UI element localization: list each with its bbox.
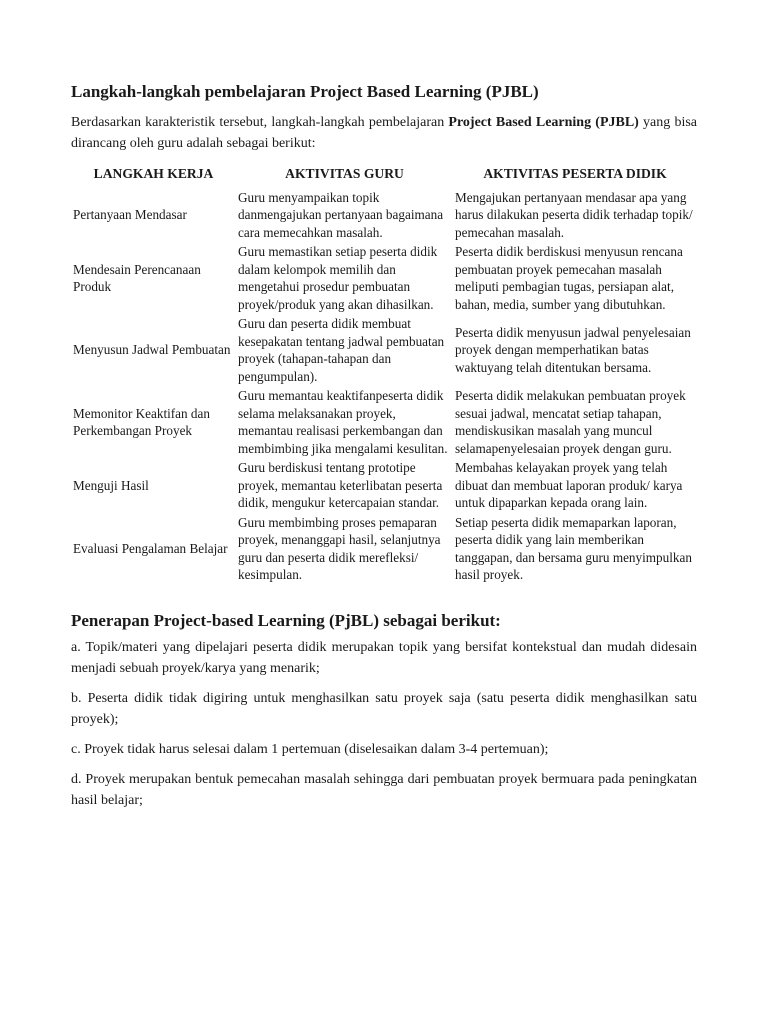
guru-activity-cell: Guru menyampaikan topik danmengajukan pertanyaan bagaimana cara memecahkan masalah. [238,189,444,240]
student-activity-cell: Peserta didik melakukan pembuatan proyek sesuai jadwal, mencatat setiap tahapan, mendiskusikan masalah yang muncul selamapenyelesaian proyek dengan guru. [455,388,686,456]
header-aktivitas-guru: AKTIVITAS GURU [285,166,404,181]
document-page [71,80,697,820]
table-row [71,513,697,585]
list-item: a. Topik/materi yang dipelajari peserta didik merupakan topik yang bersifat kontekstual dan mudah didesain menjadi sebuah proyek/karya yang menarik; [71,639,697,676]
step-cell: Mendesain Perencanaan Produk [73,261,201,294]
header-langkah-kerja: LANGKAH KERJA [93,166,214,181]
guru-activity-cell: Guru memastikan setiap peserta didik dalam kelompok memilih dan mengetahui prosedur pembuatan proyek/produk yang akan dihasilkan. [238,244,438,312]
intro-text-start: Berdasarkan karakteristik tersebut, langkah-langkah pembelajaran [71,115,449,130]
header-aktivitas-peserta-didik: AKTIVITAS PESERTA DIDIK [483,166,667,181]
student-activity-cell: Peserta didik menyusun jadwal penyelesaian proyek dengan memperhatikan batas waktuyang telah ditentukan bersama. [455,324,691,375]
section-title-pjbl-steps: Langkah-langkah pembelajaran Project Based Learning (PJBL) [71,82,539,101]
section-title-pjbl-application: Penerapan Project-based Learning (PjBL) sebagai berikut: [71,610,501,630]
table-row [71,386,697,458]
list-item: c. Proyek tidak harus selesai dalam 1 pertemuan (diselesaikan dalam 3-4 pertemuan); [71,741,549,757]
table-row [71,188,697,243]
pjbl-steps-table [71,162,697,585]
table-row [71,314,697,386]
list-item: b. Peserta didik tidak digiring untuk menghasilkan satu proyek saja (satu peserta didik menghasilkan satu proyek); [71,690,697,727]
student-activity-cell: Mengajukan pertanyaan mendasar apa yang harus dilakukan peserta didik terhadap topik/ pemecahan masalah. [455,189,693,240]
intro-text-bold: Project Based Learning (PJBL) [448,115,639,130]
guru-activity-cell: Guru berdiskusi tentang prototipe proyek, memantau keterlibatan peserta didik, mengukur ketercapaian standar. [238,460,443,510]
intro-paragraph [71,112,697,154]
application-list [71,637,697,811]
list-item: d. Proyek merupakan bentuk pemecahan masalah sehingga dari pembuatan proyek bermuara pada peningkatan hasil belajar; [71,771,697,808]
table-row [71,242,697,314]
table-header-row [71,162,697,188]
step-cell: Menyusun Jadwal Pembuatan [73,342,231,358]
student-activity-cell: Setiap peserta didik memaparkan laporan, peserta didik yang lain memberikan tanggapan, dan bersama guru menyimpulkan hasil proyek. [455,514,692,582]
step-cell: Evaluasi Pengalaman Belajar [73,540,228,556]
guru-activity-cell: Guru dan peserta didik membuat kesepakatan tentang jadwal pembuatan proyek (tahapan-tahapan dan pengumpulan). [238,316,445,384]
step-cell: Memonitor Keaktifan dan Perkembangan Proyek [73,405,210,438]
guru-activity-cell: Guru memantau keaktifanpeserta didik selama melaksanakan proyek, memantau realisasi perkembangan dan membimbing jika mengalami kesulitan. [238,388,448,456]
step-cell: Menguji Hasil [73,477,149,493]
student-activity-cell: Membahas kelayakan proyek yang telah dibuat dan membuat laporan produk/ karya untuk dipaparkan kepada orang lain. [455,460,683,510]
guru-activity-cell: Guru membimbing proses pemaparan proyek, menanggapi hasil, selanjutnya guru dan peserta didik merefleksi/ kesimpulan. [238,514,441,582]
table-row [71,458,697,513]
intro-text-end: yang bisa dirancang oleh guru adalah sebagai berikut: [71,115,697,151]
student-activity-cell: Peserta didik berdiskusi menyusun rencana pembuatan proyek pemecahan masalah meliputi pembagian tugas, persiapan alat, bahan, media, sumber yang dibutuhkan. [455,244,683,312]
step-cell: Pertanyaan Mendasar [73,207,187,222]
